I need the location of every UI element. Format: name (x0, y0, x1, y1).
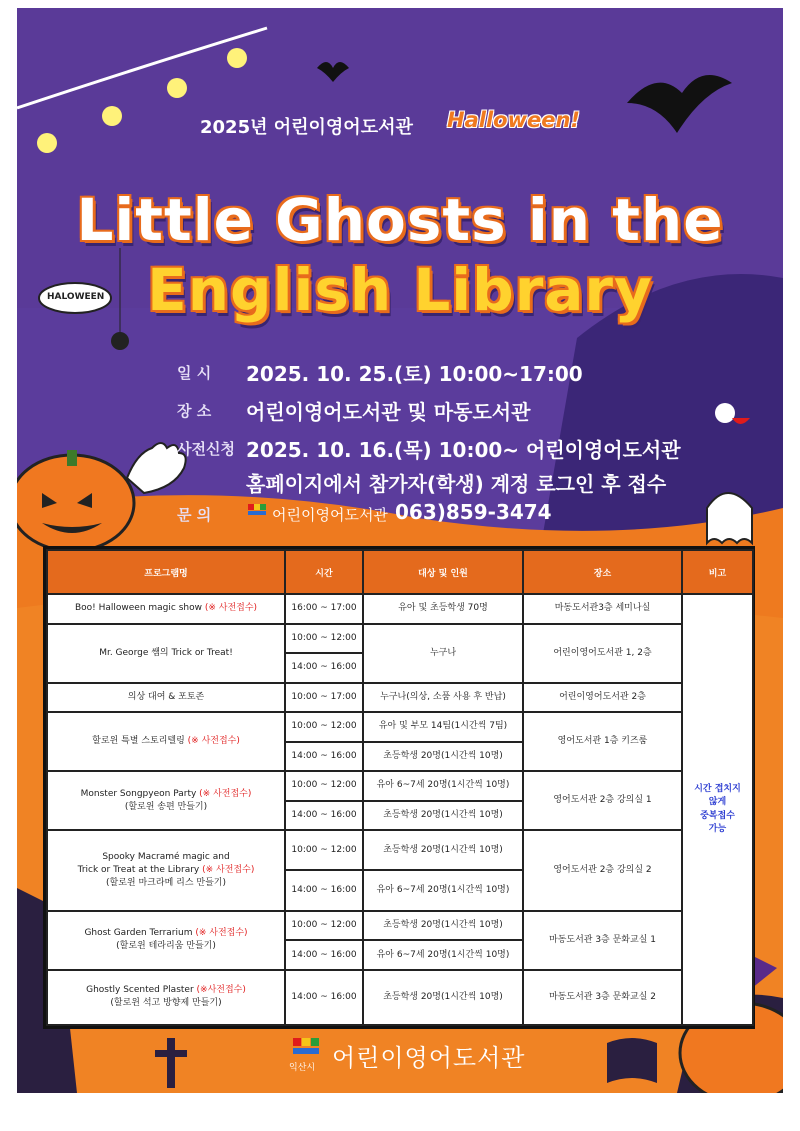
time-cell: 10:00 ~ 12:00 (285, 712, 363, 742)
program-cell: 의상 대여 & 포토존 (47, 683, 285, 713)
table-row (47, 712, 753, 742)
table-row (47, 683, 753, 713)
haloween-bubble-text: HALOWEEN (47, 292, 105, 302)
info-register-line2: 홈페이지에서 참가자(학생) 계정 로그인 후 접수 (246, 472, 667, 496)
bottom-library-logo: 어린이영어도서관 (332, 1044, 526, 1072)
time-cell: 14:00 ~ 16:00 (285, 870, 363, 910)
target-cell: 초등학생 20명(1시간씩 10명) (363, 830, 523, 870)
place-cell: 마동도서관 3층 문화교실 1 (523, 911, 682, 970)
col-header-time: 시간 (285, 550, 363, 594)
time-cell: 10:00 ~ 12:00 (285, 771, 363, 801)
place-cell: 마동도서관 3층 문화교실 2 (523, 970, 682, 1025)
col-header-program: 프로그램명 (47, 550, 285, 594)
table-row (47, 771, 753, 801)
target-cell: 초등학생 20명(1시간씩 10명) (363, 742, 523, 772)
time-cell: 14:00 ~ 16:00 (285, 742, 363, 772)
info-contact-label: 문 의 (177, 506, 212, 524)
place-cell: 어린이영어도서관 2층 (523, 683, 682, 713)
target-cell: 유아 6~7세 20명(1시간씩 10명) (363, 940, 523, 970)
bottom-logo-city: 익산시 (289, 1063, 316, 1073)
target-cell: 초등학생 20명(1시간씩 10명) (363, 970, 523, 1025)
place-cell: 어린이영어도서관 1, 2층 (523, 624, 682, 683)
table-row (47, 830, 753, 870)
contact-library-logo-text: 어린이영어도서관 (272, 506, 388, 524)
header-subtitle: 2025년 어린이영어도서관 (200, 117, 413, 138)
program-cell: Spooky Macramé magic and Trick or Treat at the Library (※ 사전접수) (할로윈 마크라메 리스 만들기) (47, 830, 285, 911)
overlap-note: 시간 겹치지 않게 중복접수 가능 (694, 784, 741, 834)
info-place-label: 장 소 (177, 402, 212, 420)
program-cell: Ghost Garden Terrarium (※ 사전접수) (할로윈 테라리움 만들기) (47, 911, 285, 970)
info-date-value: 2025. 10. 25.(토) 10:00~17:00 (246, 362, 583, 386)
table-row (47, 594, 753, 624)
target-cell: 유아 및 초등학생 70명 (363, 594, 523, 624)
info-register-line1: 2025. 10. 16.(목) 10:00~ 어린이영어도서관 (246, 438, 681, 462)
target-cell: 유아 6~7세 20명(1시간씩 10명) (363, 771, 523, 801)
table-row (47, 624, 753, 654)
library-logo-icon (246, 502, 268, 520)
target-cell: 초등학생 20명(1시간씩 10명) (363, 911, 523, 941)
program-cell: Mr. George 쌤의 Trick or Treat! (47, 624, 285, 683)
col-header-place: 장소 (523, 550, 682, 594)
poster (17, 8, 783, 1093)
time-cell: 10:00 ~ 12:00 (285, 624, 363, 654)
halloween-badge: Halloween! (447, 108, 580, 132)
col-header-target: 대상 및 인원 (363, 550, 523, 594)
time-cell: 10:00 ~ 12:00 (285, 830, 363, 870)
title-line-2: English Library (147, 256, 653, 324)
place-cell: 마동도서관3층 세미나실 (523, 594, 682, 624)
col-header-note: 비고 (682, 550, 753, 594)
info-place-value: 어린이영어도서관 및 마동도서관 (246, 400, 531, 424)
program-table-frame (43, 546, 755, 1029)
place-cell: 영어도서관 2층 강의실 1 (523, 771, 682, 830)
place-cell: 영어도서관 2층 강의실 2 (523, 830, 682, 911)
info-date-label: 일 시 (177, 364, 212, 382)
time-cell: 14:00 ~ 16:00 (285, 940, 363, 970)
contact-phone: 063)859-3474 (395, 500, 552, 524)
program-cell: Boo! Halloween magic show (※ 사전접수) (47, 594, 285, 624)
program-cell: Ghostly Scented Plaster (※사전접수) (할로윈 석고 방향제 만들기) (47, 970, 285, 1025)
target-cell: 누구나 (363, 624, 523, 683)
program-cell: 할로윈 특별 스토리텔링 (※ 사전접수) (47, 712, 285, 771)
book (607, 1038, 657, 1083)
time-cell: 16:00 ~ 17:00 (285, 594, 363, 624)
target-cell: 초등학생 20명(1시간씩 10명) (363, 801, 523, 831)
info-register-label: 사전신청 (177, 440, 235, 458)
table-row (47, 911, 753, 941)
ghost-right (707, 493, 752, 543)
time-cell: 14:00 ~ 16:00 (285, 653, 363, 683)
table-row (47, 970, 753, 1025)
table-header-row (47, 550, 753, 594)
program-cell: Monster Songpyeon Party (※ 사전접수) (할로윈 송편 만들기) (47, 771, 285, 830)
title-line-1: Little Ghosts in the (76, 186, 724, 254)
place-cell: 영어도서관 1층 키즈룸 (523, 712, 682, 771)
pumpkin-left (17, 455, 134, 551)
target-cell: 유아 및 부모 14팀(1시간씩 7팀) (363, 712, 523, 742)
target-cell: 유아 6~7세 20명(1시간씩 10명) (363, 870, 523, 910)
time-cell: 14:00 ~ 16:00 (285, 970, 363, 1025)
program-table (46, 549, 754, 1026)
target-cell: 누구나(의상, 소품 사용 후 반납) (363, 683, 523, 713)
time-cell: 10:00 ~ 12:00 (285, 911, 363, 941)
note-cell (682, 594, 753, 1025)
time-cell: 14:00 ~ 16:00 (285, 801, 363, 831)
spider (111, 332, 129, 350)
time-cell: 10:00 ~ 17:00 (285, 683, 363, 713)
